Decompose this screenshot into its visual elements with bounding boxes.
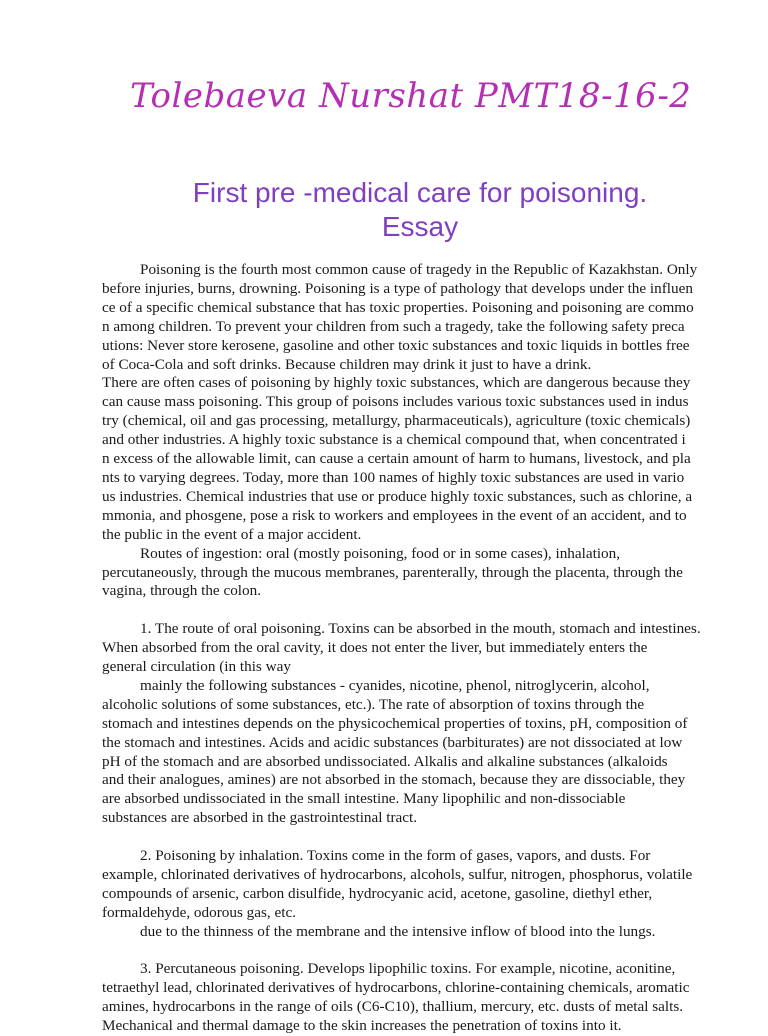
text-line: the public in the event of a major accident.	[102, 525, 362, 543]
text-line: pH of the stomach and are absorbed undissociated. Alkalis and alkaline substances (alkaloids	[102, 752, 668, 770]
text-line: alcoholic solutions of some substances, etc.). The rate of absorption of toxins through the	[102, 695, 645, 713]
title-line-1: First pre -medical care for poisoning.	[192, 177, 648, 208]
text-line: n excess of the allowable limit, can cause a certain amount of harm to humans, livestock, and pla	[102, 450, 691, 468]
text-line: 2. Poisoning by inhalation. Toxins come in the form of gases, vapors, and dusts. For	[140, 847, 651, 865]
title-line-2: Essay	[381, 211, 459, 242]
text-line: utions: Never store kerosene, gasoline and other toxic substances and toxic liquids in bottles free	[102, 336, 690, 354]
text-line: When absorbed from the oral cavity, it does not enter the liver, but immediately enters the	[102, 639, 648, 657]
text-line: substances are absorbed in the gastrointestinal tract.	[102, 809, 418, 827]
text-line: nts to varying degrees. Today, more than 100 names of highly toxic substances are used in vario	[102, 468, 685, 486]
text-line: mainly the following substances - cyanides, nicotine, phenol, nitroglycerin, alcohol,	[140, 676, 650, 694]
text-line: can cause mass poisoning. This group of poisons includes various toxic substances used in indus	[102, 393, 689, 411]
text-line: due to the thinness of the membrane and the intensive inflow of blood into the lungs.	[140, 922, 656, 940]
author-header: Tolebaeva Nurshat PMT18-16-2	[130, 76, 692, 116]
text-line: 3. Percutaneous poisoning. Develops lipophilic toxins. For example, nicotine, aconitine,	[140, 960, 676, 978]
text-line: percutaneously, through the mucous membranes, parenterally, through the placenta, through the	[102, 563, 683, 581]
text-line: Mechanical and thermal damage to the skin increases the penetration of toxins into it.	[102, 1017, 622, 1035]
text-line: tetraethyl lead, chlorinated derivatives of hydrocarbons, chlorine-containing chemicals, aromatic	[102, 979, 690, 997]
text-line: compounds of arsenic, carbon disulfide, hydrocyanic acid, acetone, gasoline, diethyl ether,	[102, 884, 653, 902]
blank-line	[102, 942, 718, 961]
text-line: stomach and intestines depends on the physicochemical properties of toxins, pH, composition of	[102, 714, 688, 732]
text-line: of Coca-Cola and soft drinks. Because children may drink it just to have a drink.	[102, 355, 592, 373]
text-line: mmonia, and phosgene, pose a risk to workers and employees in the event of an accident, and to	[102, 506, 687, 524]
essay-body	[102, 261, 718, 1036]
text-line: try (chemical, oil and gas processing, metallurgy, pharmaceuticals), agriculture (toxic chemicals)	[102, 412, 691, 430]
text-line: formaldehyde, odorous gas, etc.	[102, 903, 297, 921]
blank-line	[102, 601, 718, 620]
text-line: n among children. To prevent your children from such a tragedy, take the following safety preca	[102, 317, 685, 335]
text-line: us industries. Chemical industries that use or produce highly toxic substances, such as chlorine, a	[102, 487, 693, 505]
text-line: the stomach and intestines. Acids and acidic substances (barbiturates) are not dissociated at low	[102, 733, 683, 751]
text-line: before injuries, burns, drowning. Poisoning is a type of pathology that develops under the influen	[102, 279, 693, 297]
text-line: and other industries. A highly toxic substance is a chemical compound that, when concentrated i	[102, 431, 686, 449]
text-line: There are often cases of poisoning by highly toxic substances, which are dangerous because they	[102, 374, 691, 392]
text-line: amines, hydrocarbons in the range of oils (C6-C10), thallium, mercury, etc. dusts of metal salts.	[102, 998, 684, 1016]
text-line: 1. The route of oral poisoning. Toxins can be absorbed in the mouth, stomach and intestines.	[140, 620, 701, 638]
essay-title	[160, 176, 680, 244]
text-line: general circulation (in this way	[102, 658, 291, 676]
text-line: Poisoning is the fourth most common cause of tragedy in the Republic of Kazakhstan. Only	[140, 261, 698, 278]
text-line: ce of a specific chemical substance that has toxic properties. Poisoning and poisoning are commo	[102, 298, 694, 316]
text-line: Routes of ingestion: oral (mostly poisoning, food or in some cases), inhalation,	[140, 544, 621, 562]
text-line: vagina, through the colon.	[102, 582, 262, 600]
blank-line	[102, 828, 718, 847]
text-line: example, chlorinated derivatives of hydrocarbons, alcohols, sulfur, nitrogen, phosphorus, volatile	[102, 865, 693, 883]
text-line: and their analogues, amines) are not absorbed in the stomach, because they are dissociable, they	[102, 771, 686, 789]
text-line: are absorbed undissociated in the small intestine. Many lipophilic and non-dissociable	[102, 790, 626, 808]
